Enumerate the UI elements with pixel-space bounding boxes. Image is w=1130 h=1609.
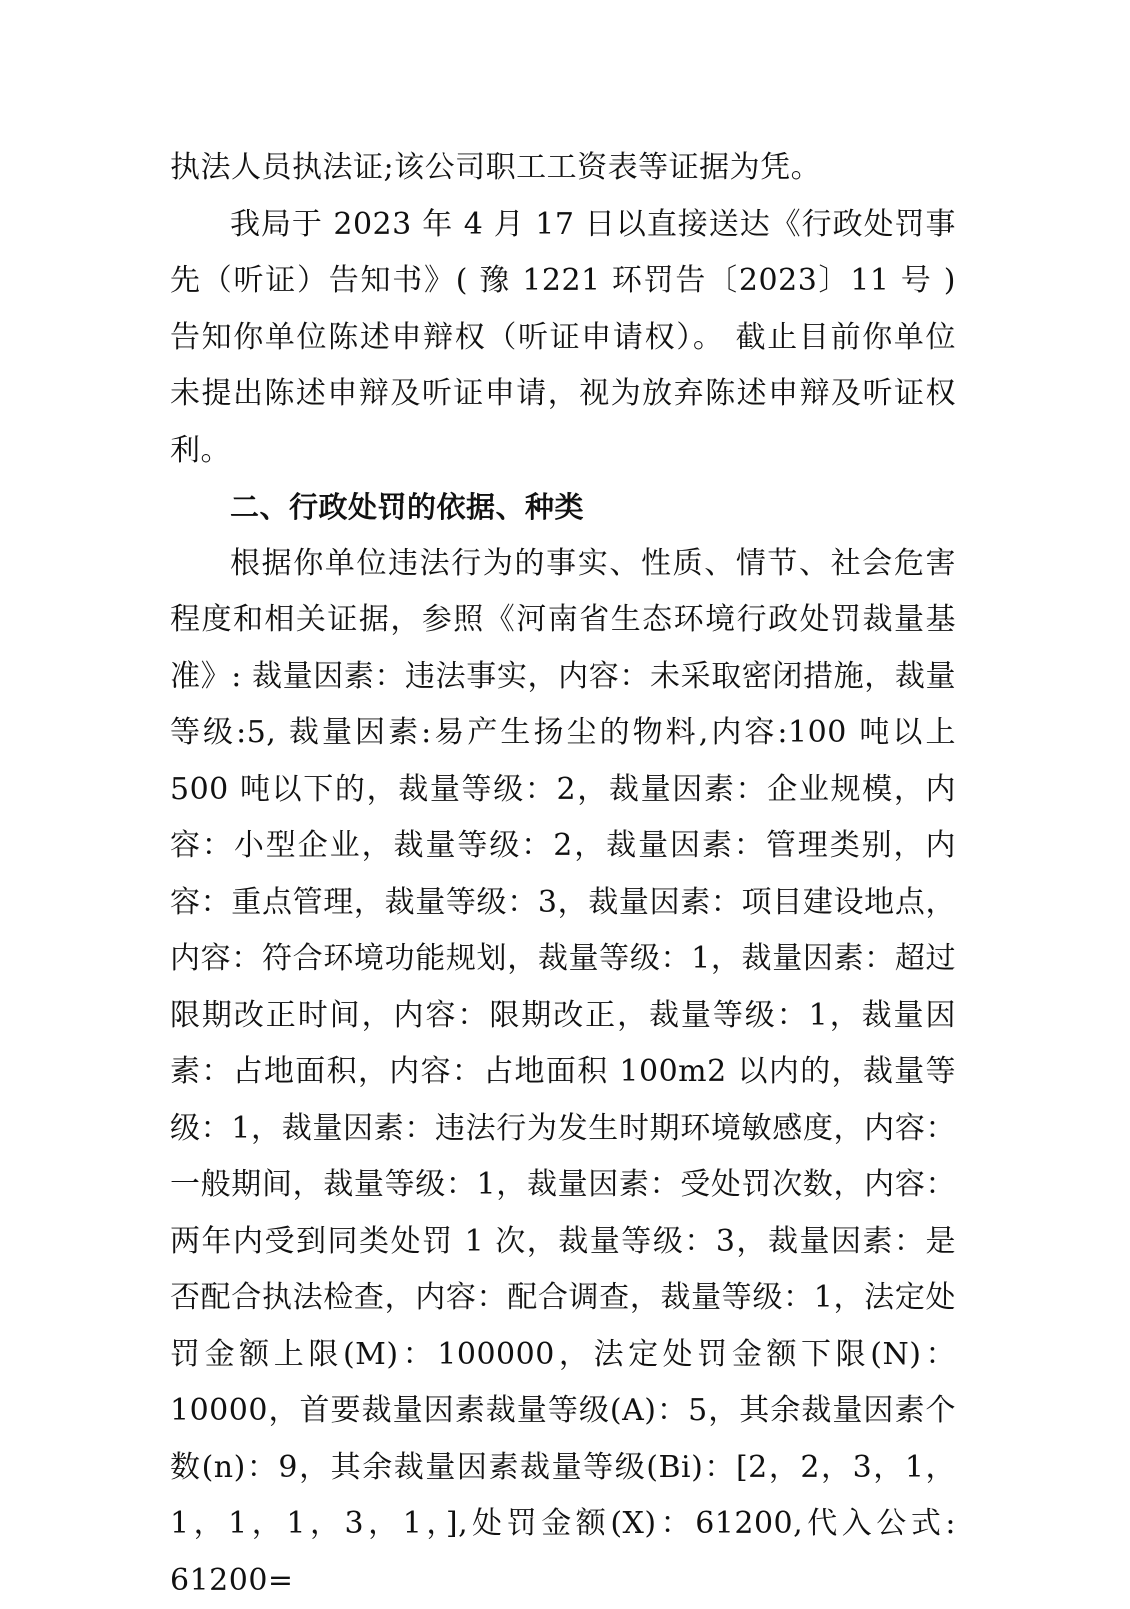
document-body	[170, 140, 956, 1609]
paragraph-evidence: 执法人员执法证;该公司职工工资表等证据为凭。	[170, 140, 956, 197]
paragraph-notice: 我局于 2023 年 4 月 17 日以直接送达《行政处罚事先（听证）告知书》( 豫 1221 环罚告〔2023〕11 号 ) 告知你单位陈述申辩权（听证申请权）。 截止目前你单位未提出陈述申辩及听证申请，视为放弃陈述申辩及听证权利。	[170, 197, 956, 480]
paragraph-penalty-basis: 根据你单位违法行为的事实、性质、情节、社会危害程度和相关证据，参照《河南省生态环境行政处罚裁量基准》: 裁量因素：违法事实，内容：未采取密闭措施，裁量等级:5, 裁量因素:易产生扬尘的物料,内容:100 吨以上 500 吨以下的，裁量等级：2，裁量因素：企业规模，内容：小型企业，裁量等级：2，裁量因素：管理类别，内容：重点管理，裁量等级：3，裁量因素：项目建设地点，内容：符合环境功能规划，裁量等级：1，裁量因素：超过限期改正时间，内容：限期改正，裁量等级：1，裁量因素：占地面积，内容：占地面积 100m2 以内的，裁量等级：1，裁量因素：违法行为发生时期环境敏感度，内容：一般期间，裁量等级：1，裁量因素：受处罚次数，内容：两年内受到同类处罚 1 次，裁量等级：3，裁量因素：是否配合执法检查，内容：配合调查，裁量等级：1，法定处罚金额上限(M)：100000，法定处罚金额下限(N)：10000，首要裁量因素裁量等级(A)：5，其余裁量因素个数(n)：9，其余裁量因素裁量等级(Bi)：[2，2，3，1，1，1，1，3，1，],处罚金额(X)：61200,代入公式: 61200=	[170, 536, 956, 1609]
section-heading: 二、行政处罚的依据、种类	[170, 479, 956, 536]
